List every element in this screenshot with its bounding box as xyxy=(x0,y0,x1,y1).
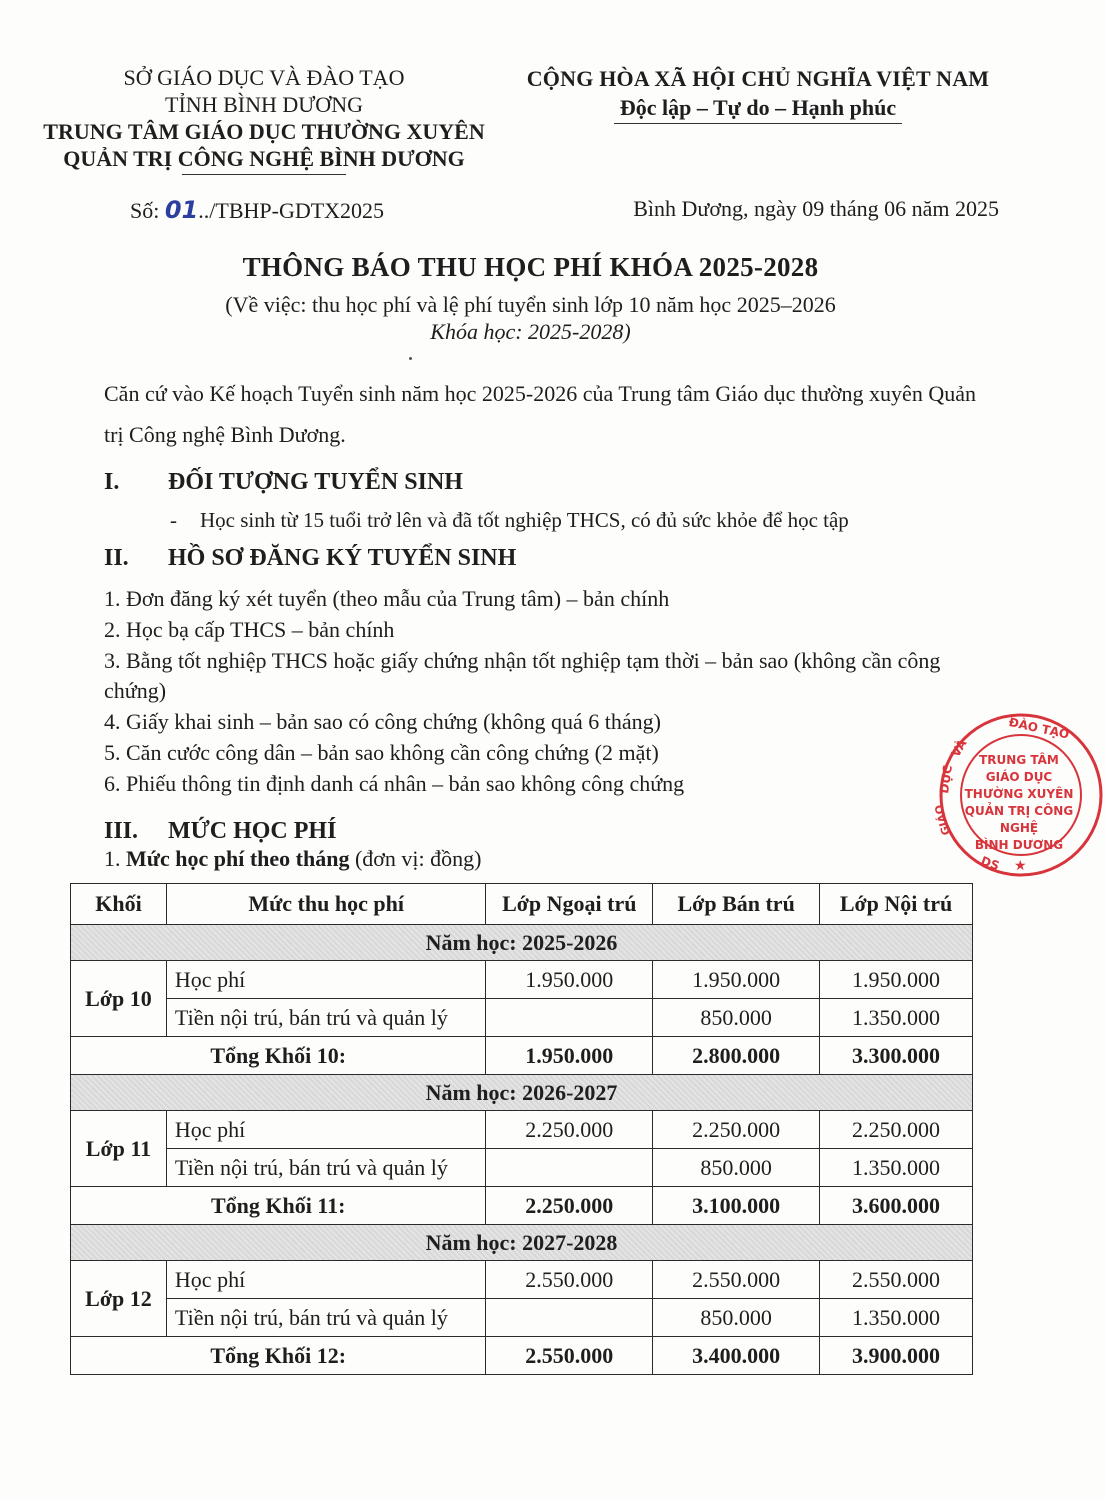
fee-label: Học phí xyxy=(166,961,485,999)
header-khoi: Khối xyxy=(71,884,167,925)
section-2-title: HỒ SƠ ĐĂNG KÝ TUYỂN SINH xyxy=(168,545,517,571)
grade-cell: Lớp 12 xyxy=(71,1261,167,1337)
seal-line-4: QUẢN TRỊ CÔNG NGHỆ xyxy=(964,804,1074,835)
number-suffix: ../TBHP-GDTX2025 xyxy=(198,198,385,223)
document-number xyxy=(130,196,384,224)
official-seal-stamp xyxy=(932,710,1106,880)
grade-cell: Lớp 11 xyxy=(71,1111,167,1187)
fee-ngoai xyxy=(486,1299,653,1337)
sub-number: 1. xyxy=(104,846,121,871)
number-prefix: Số: xyxy=(130,198,165,223)
section-1-title: ĐỐI TƯỢNG TUYỂN SINH xyxy=(168,469,463,495)
fee-noi: 1.350.000 xyxy=(820,1149,973,1187)
org-line-3: TRUNG TÂM GIÁO DỤC THƯỜNG XUYÊN xyxy=(43,119,485,144)
fee-label: Học phí xyxy=(166,1261,485,1299)
fee-noi: 2.550.000 xyxy=(820,1261,973,1299)
sub-unit-text: (đơn vị: đồng) xyxy=(349,846,482,871)
header-fee-type: Mức thu học phí xyxy=(166,884,485,925)
seal-ring-bottom: DS xyxy=(978,853,1002,874)
org-line-2: TỈNH BÌNH DƯƠNG xyxy=(165,92,363,117)
year-row xyxy=(71,925,973,961)
org-underline xyxy=(182,174,346,175)
section-3-roman: III. xyxy=(104,818,139,844)
handwritten-number: 01 xyxy=(164,196,199,224)
total-row xyxy=(71,1037,973,1075)
issuing-organization xyxy=(22,64,506,175)
fee-label: Tiền nội trú, bán trú và quản lý xyxy=(166,1149,485,1187)
subtitle-line-2: Khóa học: 2025-2028) xyxy=(430,319,631,344)
table-row xyxy=(71,961,973,999)
table-row xyxy=(71,1149,973,1187)
subtitle-line-1: (Về việc: thu học phí và lệ phí tuyển sinh lớp 10 năm học 2025–2026 xyxy=(225,292,836,317)
org-line-4: QUẢN TRỊ CÔNG NGHỆ BÌNH DƯƠNG xyxy=(63,146,465,171)
list-item: 3. Bằng tốt nghiệp THCS hoặc giấy chứng nhận tốt nghiệp tạm thời – bản sao (không cần công chứng) xyxy=(104,647,941,704)
total-label: Tổng Khối 12: xyxy=(71,1337,486,1375)
national-motto xyxy=(500,64,1016,124)
section-2-roman: II. xyxy=(104,545,129,571)
fee-noi: 1.350.000 xyxy=(820,1299,973,1337)
total-ban: 3.100.000 xyxy=(653,1187,820,1225)
section-1-bullet xyxy=(170,508,849,533)
seal-center-text xyxy=(964,752,1074,854)
sub-bold-text: Mức học phí theo tháng xyxy=(126,846,350,871)
section-3-heading xyxy=(104,818,336,845)
total-ban: 2.800.000 xyxy=(653,1037,820,1075)
nation-line-1: CỘNG HÒA XÃ HỘI CHỦ NGHĨA VIỆT NAM xyxy=(526,66,990,91)
table-row xyxy=(71,1111,973,1149)
total-row xyxy=(71,1337,973,1375)
fee-ban: 850.000 xyxy=(653,1299,820,1337)
grade-cell: Lớp 10 xyxy=(71,961,167,1037)
fee-ngoai xyxy=(486,999,653,1037)
seal-line-5: BÌNH DƯƠNG xyxy=(974,838,1064,852)
header-noi-tru: Lớp Nội trú xyxy=(820,884,973,925)
list-item: 5. Căn cước công dân – bản sao không cần công chứng (2 mặt) xyxy=(104,739,659,765)
section-2-heading xyxy=(104,545,516,572)
section-1-heading xyxy=(104,469,463,496)
seal-ring-left: VÀ xyxy=(948,737,970,760)
fee-noi: 1.350.000 xyxy=(820,999,973,1037)
list-item: 6. Phiếu thông tin định danh cá nhân – bản sao không công chứng xyxy=(104,770,685,796)
fee-ban: 2.250.000 xyxy=(653,1111,820,1149)
stray-dot xyxy=(409,357,412,360)
total-ngoai: 2.250.000 xyxy=(486,1187,653,1225)
monthly-fee-subheading xyxy=(104,846,481,872)
fee-label: Tiền nội trú, bán trú và quản lý xyxy=(166,1299,485,1337)
header-ngoai-tru: Lớp Ngoại trú xyxy=(486,884,653,925)
year-label: Năm học: 2025-2026 xyxy=(71,925,973,961)
total-label: Tổng Khối 10: xyxy=(71,1037,486,1075)
seal-line-3: THƯỜNG XUYÊN xyxy=(964,787,1074,801)
fee-ngoai xyxy=(486,1149,653,1187)
seal-line-1: TRUNG TÂM xyxy=(979,753,1059,767)
fee-ngoai: 1.950.000 xyxy=(486,961,653,999)
fee-ngoai: 2.550.000 xyxy=(486,1261,653,1299)
total-label: Tổng Khối 11: xyxy=(71,1187,486,1225)
year-label: Năm học: 2026-2027 xyxy=(71,1075,973,1111)
total-noi: 3.300.000 xyxy=(820,1037,973,1075)
bullet-text: Học sinh từ 15 tuổi trở lên và đã tốt nghiệp THCS, có đủ sức khỏe để học tập xyxy=(200,508,849,532)
total-ban: 3.400.000 xyxy=(653,1337,820,1375)
seal-ring-left-3: GIÁO xyxy=(932,803,953,837)
fee-ban: 2.550.000 xyxy=(653,1261,820,1299)
fee-noi: 1.950.000 xyxy=(820,961,973,999)
section-1-roman: I. xyxy=(104,469,120,495)
fee-ngoai: 2.250.000 xyxy=(486,1111,653,1149)
seal-line-2: GIÁO DỤC xyxy=(985,770,1053,784)
fee-label: Học phí xyxy=(166,1111,485,1149)
total-ngoai: 2.550.000 xyxy=(486,1337,653,1375)
table-row xyxy=(71,1261,973,1299)
total-row xyxy=(71,1187,973,1225)
org-line-1: SỞ GIÁO DỤC VÀ ĐÀO TẠO xyxy=(123,65,405,90)
fee-table xyxy=(70,883,973,1375)
table-header-row xyxy=(71,884,973,925)
seal-ring-left-2: DỤC xyxy=(937,764,955,795)
document-title: THÔNG BÁO THU HỌC PHÍ KHÓA 2025-2028 xyxy=(242,252,819,282)
fee-label: Tiền nội trú, bán trú và quản lý xyxy=(166,999,485,1037)
table-row xyxy=(71,1299,973,1337)
total-noi: 3.600.000 xyxy=(820,1187,973,1225)
motto-underline xyxy=(614,123,902,124)
list-item: 2. Học bạ cấp THCS – bản chính xyxy=(104,616,395,642)
fee-noi: 2.250.000 xyxy=(820,1111,973,1149)
table-row xyxy=(71,999,973,1037)
list-item: 4. Giấy khai sinh – bản sao có công chứng (không quá 6 tháng) xyxy=(104,709,661,735)
fee-ban: 1.950.000 xyxy=(653,961,820,999)
total-ngoai: 1.950.000 xyxy=(486,1037,653,1075)
fee-ban: 850.000 xyxy=(653,999,820,1037)
bullet-dash: - xyxy=(170,508,177,532)
seal-star-icon: ★ xyxy=(1014,858,1027,874)
year-label: Năm học: 2027-2028 xyxy=(71,1225,973,1261)
document-subtitle xyxy=(0,291,1061,345)
year-row xyxy=(71,1075,973,1111)
list-item: 1. Đơn đăng ký xét tuyển (theo mẫu của Trung tâm) – bản chính xyxy=(104,586,670,611)
header-ban-tru: Lớp Bán trú xyxy=(653,884,820,925)
intro-paragraph: Căn cứ vào Kế hoạch Tuyển sinh năm học 2025-2026 của Trung tâm Giáo dục thường xuyên Quản trị Công nghệ Bình Dương. xyxy=(104,381,976,447)
seal-ring-top: ĐÀO TẠO xyxy=(1007,715,1071,742)
total-noi: 3.900.000 xyxy=(820,1337,973,1375)
section-3-title: MỨC HỌC PHÍ xyxy=(168,818,337,844)
document-requirements-list xyxy=(104,584,1004,800)
year-row xyxy=(71,1225,973,1261)
fee-ban: 850.000 xyxy=(653,1149,820,1187)
nation-line-2: Độc lập – Tự do – Hạnh phúc xyxy=(619,95,897,120)
place-date: Bình Dương, ngày 09 tháng 06 năm 2025 xyxy=(633,196,999,221)
